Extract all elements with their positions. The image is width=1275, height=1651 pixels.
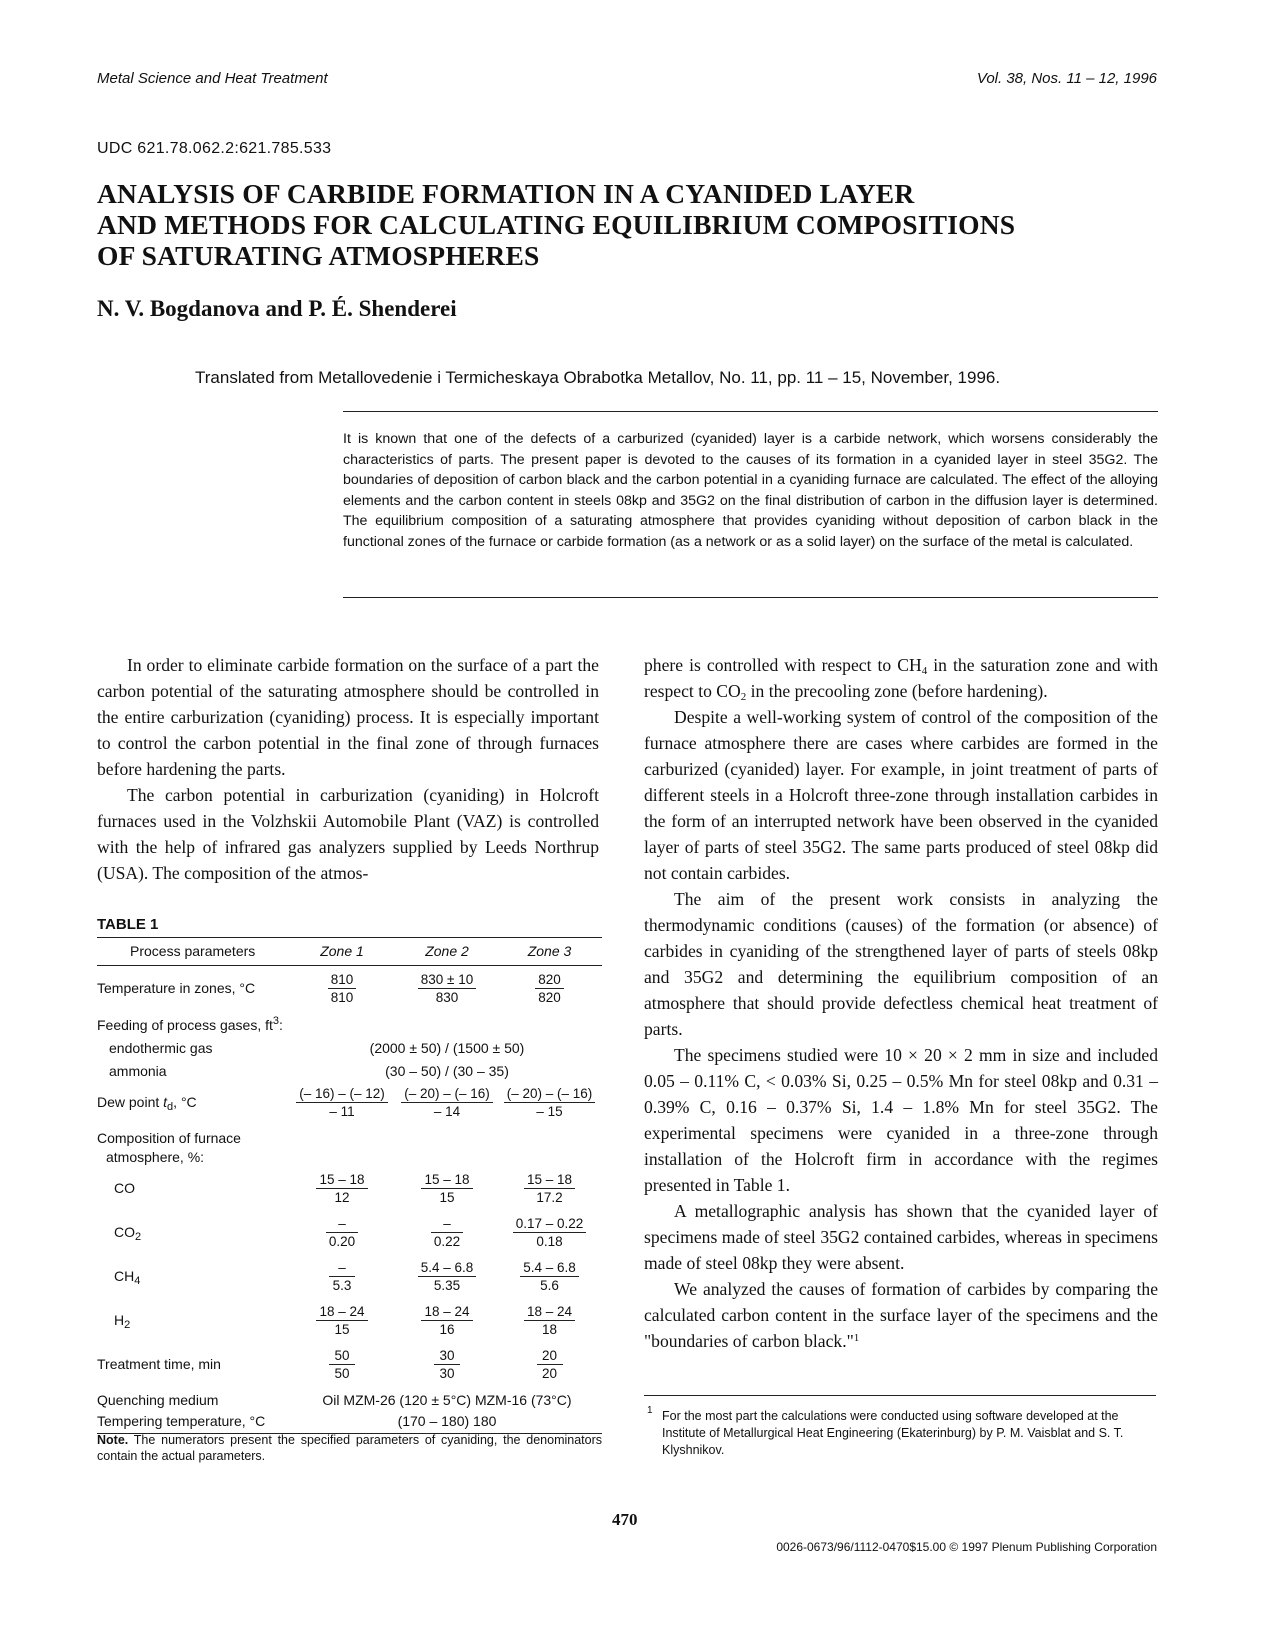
paragraph: In order to eliminate carbide formation on the surface of a part the carbon potential of the saturating atmosphere should be controlled in the entire carburization (cyaniding) process. It is especially important to control the carbon potential in the final zone of through furnaces before hardening the parts. [97,655,599,779]
page-number: 470 [612,1510,638,1529]
table-cell: $\frac{-}{5.3}$ [329,1259,355,1294]
table-cell: $\frac{15 - 18}{12}$ [316,1171,367,1206]
paragraph: The aim of the present work consists in analyzing the thermodynamic conditions (causes) of the formation (or absence) of carbides in cyaniding of the strengthened layer of parts of steels 08kp and 35G2 and determining the equilibrium composition of an atmosphere that should provide defectless chemical heat treatment of parts. [644,889,1158,1039]
table-cell: $\frac{5.4 - 6.8}{5.35}$ [418,1259,477,1294]
table-cell: $\frac{820}{820}$ [535,971,564,1006]
table-cell: (2000 ± 50) / (1500 ± 50) [369,1040,525,1056]
table-cell: $\frac{20}{20}$ [537,1347,563,1382]
journal-title: Metal Science and Heat Treatment [97,70,328,87]
table-cell: $\frac{18 - 24}{15}$ [316,1303,367,1338]
footnote [644,1405,1158,1459]
table-cell: Oil MZM-26 (120 ± 5°C) MZM-16 (73°C) [322,1392,572,1408]
row-label: Temperature in zones, °C [97,980,256,996]
table-cell: $\frac{810}{810}$ [328,971,357,1006]
paragraph: We analyzed the causes of formation of carbides by comparing the calculated carbon content in the surface layer of the specimens and the "boundaries of carbon black."$^1$ [644,1279,1158,1351]
table-cell: (30 – 50) / (30 – 35) [385,1063,509,1079]
table-cell: $\frac{18 - 24}{16}$ [421,1303,472,1338]
table-cell: $\frac{5.4 - 6.8}{5.6}$ [520,1259,579,1294]
col-header: Process parameters [130,943,256,959]
paragraph: A metallographic analysis has shown that the cyanided layer of specimens made of steel 35G2 contained carbides, whereas in specimens made of steel 08kp they were absent. [644,1201,1158,1273]
table-cell: $\frac{-}{0.22}$ [431,1215,463,1250]
table-label: TABLE 1 [97,916,159,933]
table-cell: $\frac{18 - 24}{18}$ [524,1303,575,1338]
table-cell: $\frac{50}{50}$ [329,1347,355,1382]
udc-code: UDC 621.78.062.2:621.785.533 [97,140,332,157]
table-cell: $\frac{-}{0.20}$ [326,1215,358,1250]
table-top-rule [97,937,602,938]
row-label: Quenching medium [97,1392,219,1408]
col-header: Zone 3 [527,943,572,959]
row-label: $CH_4$ [114,1268,141,1287]
row-label: Composition of furnace [97,1130,241,1146]
footnote-text: For the most part the calculations were conducted using software developed at the Institute of Metallurgical Heat Engineering (Ekaterinburg) by P. M. Vaisblat and S. T. Klyshnikov. [662,1409,1124,1457]
row-label: Dew point $t_d$, °C [97,1094,197,1113]
paragraph: The specimens studied were 10 × 20 × 2 mm in size and included 0.05 – 0.11% C, < 0.03% Si, 0.25 – 0.5% Mn for steel 08kp and 0.31 – 0.39% C, 0.16 – 0.37% Si, 1.4 – 1.8% Mn for steel 35G2. The experimental specimens were cyanided in a three-zone through installation of the Holcroft firm in accordance with the regimes presented in Table 1. [644,1045,1158,1195]
row-label: ammonia [109,1063,167,1079]
table-cell: (170 – 180) 180 [397,1413,497,1429]
row-label: $H_2$ [114,1312,131,1331]
footnote-mark: 1 [647,1405,653,1416]
translation-source: Translated from Metallovedenie i Termicheskaya Obrabotka Metallov, No. 11, pp. 11 – 15, November, 1996. [195,368,1001,387]
table-cell: $\frac{(- 20) - (- 16)}{- 14}$ [401,1085,493,1120]
authors: N. V. Bogdanova and P. É. Shenderei [97,296,457,321]
table-note: Note. The numerators present the specified parameters of cyaniding, the denominators contain the actual parameters. [97,1433,602,1463]
row-label: CO [114,1180,135,1196]
row-label: Treatment time, min [97,1356,221,1372]
col-header: Zone 1 [320,943,364,959]
right-column [644,652,1158,1354]
abstract: It is known that one of the defects of a carburized (cyanided) layer is a carbide network, which worsens considerably the characteristics of parts. The present paper is devoted to the causes of its formation in a cyanided layer in steel 35G2. The boundaries of deposition of carbon black and the carbon potential in a cyaniding furnace are calculated. The effect of the alloying elements and the carbon content in steels 08kp and 35G2 on the final distribution of carbon in the diffusion layer is determined. The equilibrium composition of a saturating atmosphere that provides cyaniding without deposition of carbon black in the functional zones of the furnace or carbide formation (as a network or as a solid layer) on the surface of the metal is calculated. [343,431,1158,550]
title-line-1: ANALYSIS OF CARBIDE FORMATION IN A CYANIDED LAYER [97,178,915,209]
abstract-top-rule [343,411,1158,412]
paragraph: The carbon potential in carburization (cyaniding) in Holcroft furnaces used in the Volzhskii Automobile Plant (VAZ) is controlled with the help of infrared gas analyzers supplied by Leeds Northrup (USA). The composition of the atmos- [97,785,599,883]
title-line-2: AND METHODS FOR CALCULATING EQUILIBRIUM COMPOSITIONS [97,209,1016,240]
row-label: $CO_2$ [114,1224,142,1243]
article-title [97,178,1157,271]
row-label: Feeding of process gases, $ft^3$: [97,1015,283,1033]
table-cell: $\frac{(- 16) - (- 12)}{- 11}$ [296,1085,388,1120]
left-column [97,652,599,886]
copyright-line: 0026-0673/96/1112-0470$15.00 © 1997 Plenum Publishing Corporation [776,1540,1157,1554]
volume-info: Vol. 38, Nos. 11 – 12, 1996 [976,70,1157,87]
paragraph: phere is controlled with respect to $CH_4$ in the saturation zone and with respect to $CO_2$ in the precooling zone (before hardening). [644,655,1158,703]
row-label: atmosphere, %: [106,1149,205,1165]
table-cell: $\frac{(- 20) - (- 16)}{- 15}$ [504,1085,596,1120]
row-label: endothermic gas [109,1040,213,1056]
table-cell: $\frac{830 \pm 10}{830}$ [418,971,476,1006]
title-line-3: OF SATURATING ATMOSPHERES [97,240,540,271]
paragraph: Despite a well-working system of control of the composition of the furnace atmosphere there are cases where carbides are formed in the carburized (cyanided) layer. For example, in joint treatment of parts of different steels in a Holcroft three-zone through installation carbides in the form of an interrupted network have been observed in the cyanided layer of parts of steel 35G2. The same parts produced of steel 08kp did not contain carbides. [644,707,1158,883]
table-cell: $\frac{15 - 18}{17.2}$ [524,1171,575,1206]
table-cell: $\frac{15 - 18}{15}$ [421,1171,472,1206]
table-cell: $\frac{30}{30}$ [434,1347,460,1382]
footnote-rule [644,1395,1156,1396]
col-header: Zone 2 [425,943,469,959]
row-label: Tempering temperature, °C [97,1413,266,1429]
abstract-bottom-rule [343,597,1158,598]
table-cell: $\frac{0.17 - 0.22}{0.18}$ [513,1215,587,1250]
table-header-rule [97,965,602,966]
